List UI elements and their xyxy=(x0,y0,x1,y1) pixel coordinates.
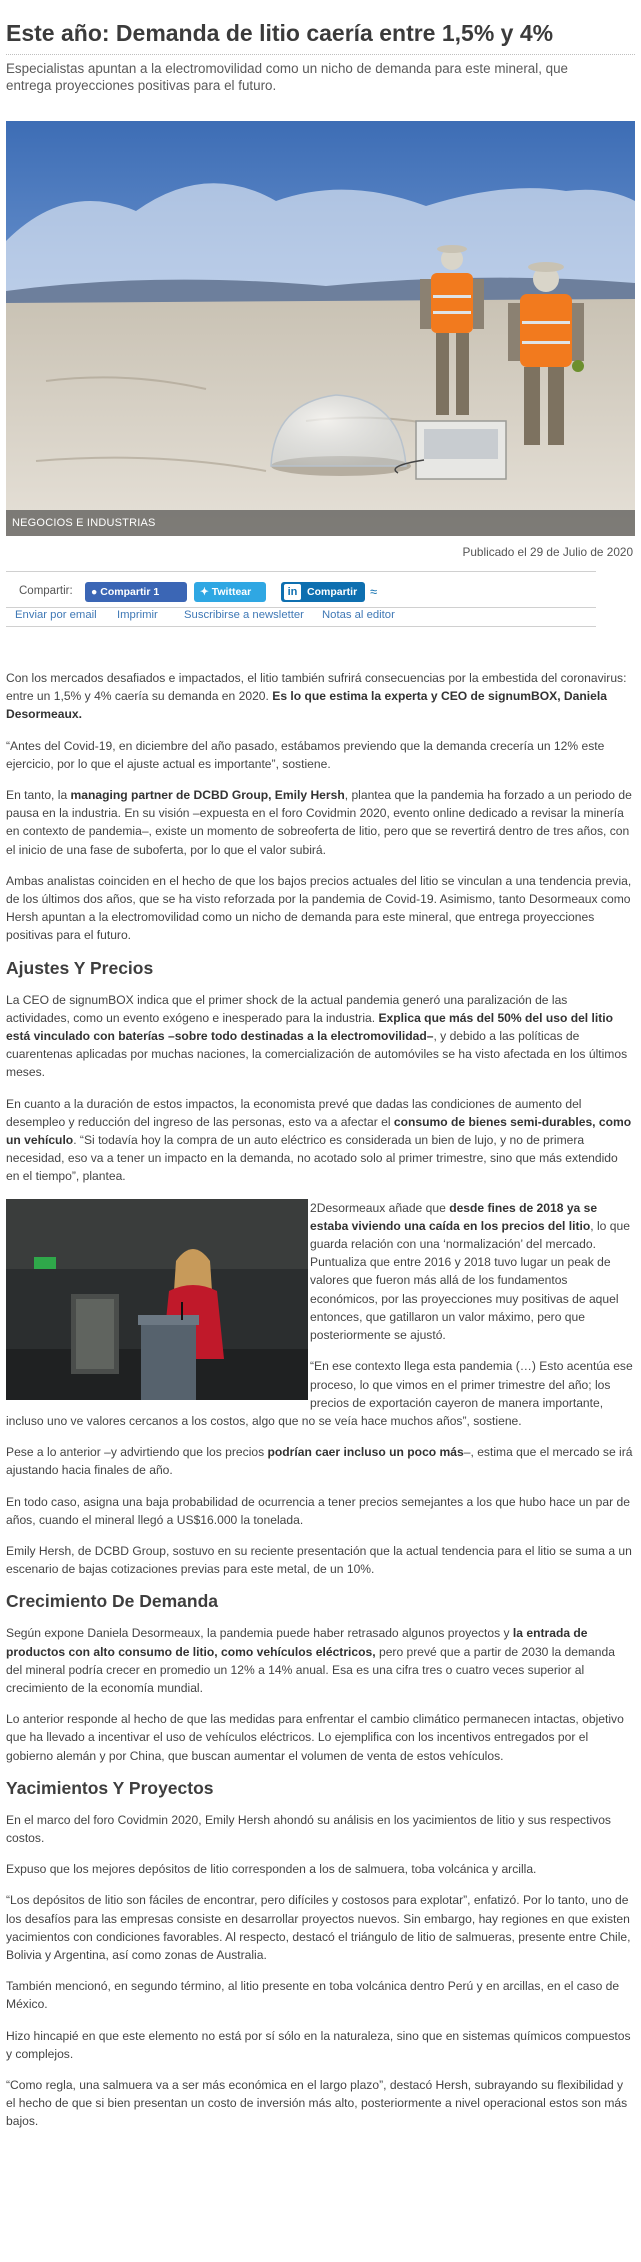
article-tools xyxy=(6,609,596,623)
twitter-icon: ✦ xyxy=(200,586,209,598)
twitter-share-label: Twittear xyxy=(211,586,252,598)
email-link[interactable]: Enviar por email xyxy=(15,609,97,621)
paragraph: “Los depósitos de litio son fáciles de encontrar, pero difíciles y costosos para explotar”, enfatizó. Por lo tanto, uno de los desafíos para las empresas consiste en desarrollar proyectos nuevos. Sin embargo, hay regiones en que existen yacimientos con condiciones favorables. Al respecto, destacó el triángulo de litio de salmueras, presente entre Chile, Bolivia y Argentina, así como zonas de Australia. xyxy=(6,1893,631,1962)
linkedin-icon: in xyxy=(284,584,301,600)
hero-image xyxy=(6,121,635,536)
paragraph: La CEO de signumBOX indica que el primer shock de la actual pandemia generó una paralización de las actividades, como un evento exógeno e inesperado para la industria. Explica que más del 50% del uso del litio está vinculado con baterías –sobre todo destinadas a la electromovilidad–, y debido a las políticas de cuarentenas aplicadas por muchas naciones, la comercialización de automóviles se ha visto afectada en los últimos meses. xyxy=(6,992,628,1080)
paragraph: “Antes del Covid-19, en diciembre del año pasado, estábamos previendo que la demanda crecería un 12% este ejercicio, por lo que el ajuste actual es importante”, sostiene. xyxy=(6,738,605,771)
share-label: Compartir: xyxy=(19,585,73,597)
paragraph: Con los mercados desafiados e impactados, el litio también sufrirá consecuencias por la embestida del coronavirus: entre un 1,5% y 4% caería su demanda en 2020. Es lo que estima la experta y CEO de signumBOX, Daniela Desormeaux. xyxy=(6,671,627,722)
article-lead: Especialistas apuntan a la electromovilidad como un nicho de demanda para este mineral, que entrega proyecciones positivas para el futuro. xyxy=(6,61,569,93)
category-tag[interactable]: NEGOCIOS E INDUSTRIAS xyxy=(6,510,635,536)
paragraph: “En ese contexto llega esta pandemia (…) Esto acentúa ese proceso, lo que vimos en el primer trimestre del año; los precios de exportación cayeron de manera importante, incluso uno ve valores cercanos a los costos, algo que no se veía hace muchos años”, sostiene. xyxy=(6,1359,633,1428)
linkedin-share-button[interactable] xyxy=(281,582,365,602)
facebook-share-button[interactable] xyxy=(85,582,187,602)
publish-date: Publicado el 29 de Julio de 2020 xyxy=(462,545,633,559)
paragraph: En todo caso, asigna una baja probabilidad de ocurrencia a tener precios semejantes a los que hubo hace un par de años, cuando el mineral llegó a US$16.000 la tonelada. xyxy=(6,1494,630,1527)
print-link[interactable]: Imprimir xyxy=(117,609,158,621)
section-heading: Ajustes Y Precios xyxy=(6,957,154,978)
salt-flat-photo xyxy=(6,121,635,536)
paragraph: Expuso que los mejores depósitos de litio corresponden a los de salmuera, toba volcánica y arcilla. xyxy=(6,1862,537,1877)
paragraph: Hizo hincapié en que este elemento no está por sí sólo en la naturaleza, sino que en sistemas químicos compuestos y complejos. xyxy=(6,2028,631,2061)
facebook-icon: ● xyxy=(91,586,98,598)
speaker-photo xyxy=(6,1199,308,1400)
share-divider-mid xyxy=(6,607,596,608)
share-divider-bottom xyxy=(6,626,596,627)
twitter-share-button[interactable] xyxy=(194,582,266,602)
title-divider xyxy=(6,54,635,55)
rss-icon[interactable]: ≈ xyxy=(370,584,378,599)
article-title: Este año: Demanda de litio caería entre 1,5% y 4% xyxy=(6,20,554,46)
paragraph: Lo anterior responde al hecho de que las medidas para enfrentar el cambio climático permanecen intactas, objetivo que ha llevado a incentivar el uso de vehículos eléctricos. Lo ejemplifica con los incentivos entregados por el gobierno alemán y por China, que buscan aumentar el volumen de venta de estos vehículos. xyxy=(6,1712,624,1763)
section-heading: Crecimiento De Demanda xyxy=(6,1591,219,1612)
share-divider-top xyxy=(6,571,596,572)
section-heading: Yacimientos Y Proyectos xyxy=(6,1777,214,1798)
facebook-share-label: Compartir 1 xyxy=(100,586,160,598)
paragraph: Emily Hersh, de DCBD Group, sostuvo en su reciente presentación que la actual tendencia para el litio se suma a un escenario de bajas cotizaciones previas para este metal, de un 10%. xyxy=(6,1543,632,1577)
paragraph: Según expone Daniela Desormeaux, la pandemia puede haber retrasado algunos proyectos y la entrada de productos con alto consumo de litio, como vehículos eléctricos, pero prevé que a partir de 2030 la demanda del mineral podría crecer en promedio un 12% a 14% anual. Esa es una cifra tres o cuatro veces superior al crecimiento de la economía mundial. xyxy=(6,1626,615,1695)
editor-notes-link[interactable]: Notas al editor xyxy=(322,609,395,621)
paragraph: En el marco del foro Covidmin 2020, Emily Hersh ahondó su análisis en los yacimientos de litio y sus respectivos costos. xyxy=(6,1812,611,1845)
newsletter-link[interactable]: Suscribirse a newsletter xyxy=(184,609,304,621)
paragraph: Ambas analistas coinciden en el hecho de que los bajos precios actuales del litio se vinculan a una tendencia previa, de los últimos dos años, que se ha visto reforzada por la pandemia de Covid-19. Asimismo, tanto Desormeaux como Hersh apuntan a la electromovilidad como un nicho de demanda para este mineral, que entrega proyecciones positivas para el futuro. xyxy=(6,873,632,943)
linkedin-share-label: Compartir xyxy=(307,586,358,598)
share-bar xyxy=(6,571,596,621)
paragraph: En tanto, la managing partner de DCBD Group, Emily Hersh, plantea que la pandemia ha forzado a un periodo de pausa en la industria. En su visión –expuesta en el foro Covidmin 2020, evento online dedicado a revisar la minería en contexto de pandemia–, existe un momento de sobreoferta de litio, pero que se revertirá dentro de tres años, con el inicio de una fase de suboferta, por lo que el valor subirá. xyxy=(6,788,632,857)
paragraph: En cuanto a la duración de estos impactos, la economista prevé que dadas las condiciones de aumento del desempleo y reducción del ingreso de las personas, esto va a afectar el consumo de bienes semi-durables, como un vehículo. “Si todavía hoy la compra de un auto eléctrico es considerada un bien de lujo, y no de primera necesidad, eso va a tener un impacto en la demanda, no acotado solo al primer trimestre, sino que más extendido en el tiempo”, plantea. xyxy=(6,1096,632,1184)
article-body xyxy=(6,669,634,2131)
speaker-at-podium-image xyxy=(6,1199,308,1400)
paragraph: También mencionó, en segundo término, al litio presente en toba volcánica dentro Perú y en arcillas, en el caso de México. xyxy=(6,1979,620,2012)
paragraph: “Como regla, una salmuera va a ser más económica en el largo plazo”, destacó Hersh, subrayando su flexibilidad y el hecho de que si bien presentan un costo de inversión más alto, posteriormente a nivel operacional estos son más bajos. xyxy=(6,2077,628,2129)
paragraph: 2Desormeaux añade que desde fines de 2018 ya se estaba viviendo una caída en los precios del litio, lo que guarda relación con una ‘normalización’ del mercado. Puntualiza que entre 2016 y 2018 tuvo lugar un peak de valores que fueron más allá de los fundamentos económicos, por las proyecciones muy positivas de aquel entonces, que gatillaron un valor máximo, pero que posteriormente se ajustó. xyxy=(310,1200,630,1343)
paragraph: Pese a lo anterior –y advirtiendo que los precios podrían caer incluso un poco más–, estima que el mercado se irá ajustando hacia finales de año. xyxy=(6,1445,633,1478)
